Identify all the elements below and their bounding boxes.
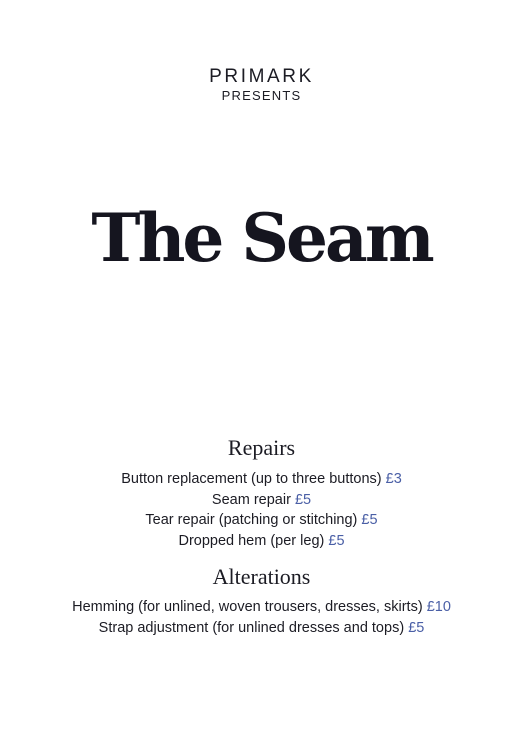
item-price: £5 [294,491,312,508]
repairs-heading: Repairs [227,435,296,460]
brand-name: PRIMARK [209,66,314,87]
alterations-list [0,597,523,638]
presents-label: PRESENTS [221,88,302,103]
list-item [0,469,523,490]
item-label: Strap adjustment (for unlined dresses and tops) [98,619,405,636]
item-label: Seam repair [211,491,291,508]
list-item [0,531,523,552]
item-price: £10 [426,599,451,615]
item-label: Tear repair (patching or stitching) [145,512,358,528]
item-price: £3 [385,471,402,487]
the-seam-logo: The Seam [91,199,432,277]
item-price: £5 [361,512,378,528]
list-item [0,490,523,511]
item-price: £5 [328,532,345,549]
item-label: Dropped hem (per leg) [178,532,325,549]
alterations-heading: Alterations [212,564,311,589]
item-label: Hemming (for unlined, woven trousers, dresses, skirts) [72,599,423,615]
item-price: £5 [408,619,425,636]
list-item [0,597,523,618]
list-item [0,510,523,531]
item-label: Button replacement (up to three buttons) [121,471,382,487]
list-item [0,618,523,639]
repairs-list [0,469,523,551]
